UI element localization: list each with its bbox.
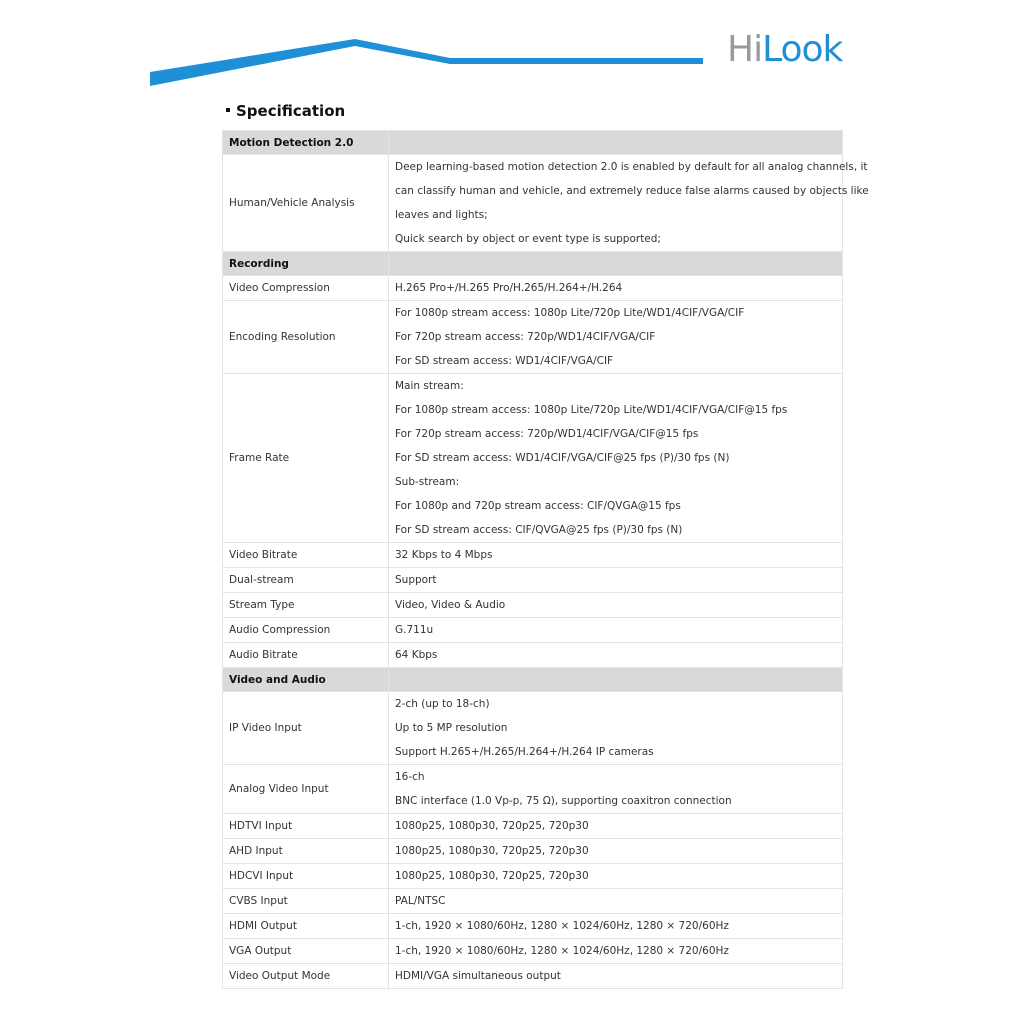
spec-value — [389, 964, 843, 989]
spec-value — [389, 839, 843, 864]
spec-value-line: BNC interface (1.0 Vp-p, 75 Ω), supporting coaxitron connection — [395, 795, 732, 807]
spec-value-line: For 720p stream access: 720p/WD1/4CIF/VGA/CIF — [395, 331, 656, 343]
spec-value-line: Main stream: — [395, 380, 464, 392]
spec-value — [389, 568, 843, 593]
spec-key: Dual-stream — [223, 568, 389, 593]
spec-key: VGA Output — [223, 939, 389, 964]
spec-row — [223, 765, 843, 814]
spec-value-line: 2-ch (up to 18-ch) — [395, 698, 490, 710]
section-header-row — [223, 668, 843, 692]
spec-value-line: 1080p25, 1080p30, 720p25, 720p30 — [395, 870, 589, 882]
spec-row — [223, 301, 843, 374]
spec-key: AHD Input — [223, 839, 389, 864]
specification-heading — [226, 101, 345, 121]
spec-key: Video Output Mode — [223, 964, 389, 989]
spec-value-line: 1080p25, 1080p30, 720p25, 720p30 — [395, 845, 589, 857]
spec-key: Video Compression — [223, 276, 389, 301]
spec-value-line: 32 Kbps to 4 Mbps — [395, 549, 493, 561]
spec-key: Audio Bitrate — [223, 643, 389, 668]
spec-key: Analog Video Input — [223, 765, 389, 814]
spec-value — [389, 618, 843, 643]
spec-value — [389, 593, 843, 618]
heading-bullet-icon — [226, 108, 230, 112]
spec-table-body — [223, 131, 869, 989]
spec-value — [389, 692, 843, 765]
spec-value — [389, 374, 843, 543]
spec-value-line: PAL/NTSC — [395, 895, 446, 907]
section-header-row — [223, 131, 843, 155]
spec-key: Video Bitrate — [223, 543, 389, 568]
spec-row — [223, 374, 843, 543]
spec-key: HDTVI Input — [223, 814, 389, 839]
spec-key: Stream Type — [223, 593, 389, 618]
spec-value — [389, 643, 843, 668]
spec-row — [223, 692, 843, 765]
spec-value — [389, 543, 843, 568]
spec-row — [223, 914, 843, 939]
spec-value-line: Support — [395, 574, 437, 586]
spec-key: HDMI Output — [223, 914, 389, 939]
spec-key: Human/Vehicle Analysis — [223, 155, 389, 252]
spec-key: CVBS Input — [223, 889, 389, 914]
spec-value-line: Sub-stream: — [395, 476, 460, 488]
spec-key: HDCVI Input — [223, 864, 389, 889]
spec-row — [223, 889, 843, 914]
spec-value — [389, 889, 843, 914]
spec-key: IP Video Input — [223, 692, 389, 765]
spec-value-line: For 1080p stream access: 1080p Lite/720p Lite/WD1/4CIF/VGA/CIF — [395, 307, 745, 319]
spec-value-line: Deep learning-based motion detection 2.0 is enabled by default for all analog channels, it — [395, 161, 868, 173]
header-swoosh-graphic — [0, 0, 1024, 100]
spec-value-line: Quick search by object or event type is supported; — [395, 233, 661, 245]
spec-value-line: HDMI/VGA simultaneous output — [395, 970, 561, 982]
spec-key: Frame Rate — [223, 374, 389, 543]
spec-value-line: 1080p25, 1080p30, 720p25, 720p30 — [395, 820, 589, 832]
section-header-empty-cell — [389, 252, 843, 276]
spec-row — [223, 568, 843, 593]
spec-value-line: For SD stream access: WD1/4CIF/VGA/CIF@25 fps (P)/30 fps (N) — [395, 452, 730, 464]
spec-row — [223, 839, 843, 864]
spec-value-line: For 720p stream access: 720p/WD1/4CIF/VGA/CIF@15 fps — [395, 428, 699, 440]
section-title: Motion Detection 2.0 — [223, 131, 389, 155]
spec-value-line: 1-ch, 1920 × 1080/60Hz, 1280 × 1024/60Hz, 1280 × 720/60Hz — [395, 920, 729, 932]
spec-key: Audio Compression — [223, 618, 389, 643]
spec-value — [389, 301, 843, 374]
section-header-row — [223, 252, 843, 276]
spec-row — [223, 618, 843, 643]
logo-hi-text: Hi — [727, 29, 763, 70]
section-header-empty-cell — [389, 668, 843, 692]
spec-row — [223, 276, 843, 301]
spec-value — [389, 814, 843, 839]
spec-value-line: Video, Video & Audio — [395, 599, 506, 611]
spec-row — [223, 593, 843, 618]
spec-row — [223, 814, 843, 839]
spec-row — [223, 864, 843, 889]
spec-value-line: 16-ch — [395, 771, 425, 783]
spec-row — [223, 543, 843, 568]
spec-value-line: For SD stream access: CIF/QVGA@25 fps (P)/30 fps (N) — [395, 524, 683, 536]
spec-key: Encoding Resolution — [223, 301, 389, 374]
spec-value-line: 64 Kbps — [395, 649, 438, 661]
spec-value-line: H.265 Pro+/H.265 Pro/H.265/H.264+/H.264 — [395, 282, 623, 294]
spec-row — [223, 964, 843, 989]
spec-value-line: 1-ch, 1920 × 1080/60Hz, 1280 × 1024/60Hz, 1280 × 720/60Hz — [395, 945, 729, 957]
section-header-empty-cell — [389, 131, 843, 155]
spec-value — [389, 276, 843, 301]
spec-value — [389, 864, 843, 889]
spec-value-line: can classify human and vehicle, and extremely reduce false alarms caused by objects like — [395, 185, 869, 197]
hilook-logo — [727, 28, 842, 72]
spec-value-line: G.711u — [395, 624, 434, 636]
spec-row — [223, 155, 843, 252]
spec-value-line: Up to 5 MP resolution — [395, 722, 508, 734]
spec-value-line: leaves and lights; — [395, 209, 488, 221]
heading-text: Specification — [236, 102, 346, 120]
spec-value-line: For 1080p stream access: 1080p Lite/720p Lite/WD1/4CIF/VGA/CIF@15 fps — [395, 404, 788, 416]
spec-value — [389, 765, 843, 814]
spec-value-line: Support H.265+/H.265/H.264+/H.264 IP cameras — [395, 746, 654, 758]
spec-table — [222, 130, 869, 989]
spec-row — [223, 939, 843, 964]
section-title: Recording — [223, 252, 389, 276]
logo-look-text: Look — [762, 29, 843, 70]
spec-value — [389, 914, 843, 939]
spec-row — [223, 643, 843, 668]
spec-value — [389, 939, 843, 964]
spec-value-line: For SD stream access: WD1/4CIF/VGA/CIF — [395, 355, 614, 367]
header-swoosh-shape — [150, 39, 703, 86]
spec-value — [389, 155, 869, 252]
section-title: Video and Audio — [223, 668, 389, 692]
spec-value-line: For 1080p and 720p stream access: CIF/QVGA@15 fps — [395, 500, 681, 512]
